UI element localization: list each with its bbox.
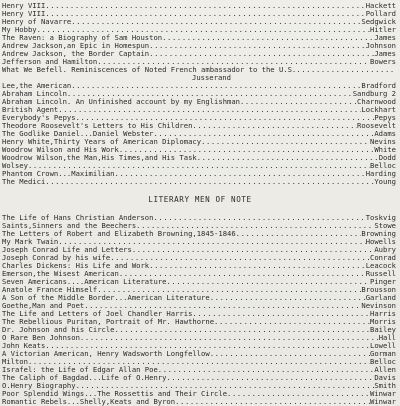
- book-title: Henry VIII: [2, 1, 46, 10]
- book-author: Winwar: [370, 389, 396, 398]
- book-author: Smith: [374, 381, 396, 390]
- book-title: The Rebellious Puritan, Portrait of Mr. Hawthorne: [2, 317, 215, 326]
- book-author: Brousson: [361, 285, 396, 294]
- book-title: Henry of Navarre: [2, 17, 72, 26]
- book-author: Harding: [365, 169, 396, 178]
- book-title: Jefferson and Hamilton: [2, 57, 98, 66]
- book-author: Pinger: [370, 277, 396, 286]
- book-author: Young: [374, 177, 396, 186]
- book-title: Woodrow Wilson and His Work: [2, 145, 119, 154]
- book-title: Romantic Rebels...Shelly,Keats and Byron: [2, 397, 176, 406]
- book-author: Bowers: [370, 57, 396, 66]
- book-author: White: [374, 145, 396, 154]
- book-author: Gorman: [370, 349, 396, 358]
- leader-dots: [175, 397, 370, 406]
- book-author: Sedgwick: [361, 17, 396, 26]
- book-title: Andrew Jackson,an Epic in Homespun: [2, 41, 150, 50]
- book-author: Harris: [370, 309, 396, 318]
- book-author: Davis: [374, 373, 396, 382]
- book-title: Joseph Conrad by his wife: [2, 253, 111, 262]
- book-title: Phantom Crown...Maximilian: [2, 169, 115, 178]
- book-title: British Agent: [2, 105, 59, 114]
- book-author: Howells: [365, 237, 396, 246]
- book-author: Belloc: [370, 357, 396, 366]
- book-title: The Life of Hans Christian Anderson: [2, 213, 154, 222]
- book-title: Abraham Lincoln: [2, 89, 67, 98]
- book-title: O.Henry Biography: [2, 381, 76, 390]
- book-author: Johnson: [365, 41, 396, 50]
- book-author: Bradford: [361, 81, 396, 90]
- book-author: Lockhart: [361, 105, 396, 114]
- book-author: Nevinson: [361, 301, 396, 310]
- book-author: Nevins: [370, 137, 396, 146]
- book-title: My Hobby: [2, 25, 37, 34]
- book-title: The Raven: a Biography of Sam Houston: [2, 33, 163, 42]
- book-author: Bailey: [370, 325, 396, 334]
- book-title: Everybody's Pepys: [2, 113, 76, 122]
- book-title: The Life and Letters of Joel Chandler Harris: [2, 309, 193, 318]
- book-title: The Letters of Robert and Elizabeth Browning,1845-1846: [2, 229, 236, 238]
- book-author: Morris: [370, 317, 396, 326]
- book-title: The Caliph of Bagdad...Life of O.Henry: [2, 373, 167, 382]
- book-author: Dodd: [378, 153, 396, 162]
- book-title: Jusserand: [192, 73, 231, 82]
- book-author: Roosevelt: [357, 121, 396, 130]
- book-author: Garland: [365, 293, 396, 302]
- book-author: Belloc: [370, 161, 396, 170]
- book-title: A Son of the Middle Border...American Literature: [2, 293, 210, 302]
- book-author: Charnwood: [357, 97, 396, 106]
- book-author: Hitler: [370, 25, 396, 34]
- book-title: What We Befell. Reminiscences of Noted French ambassador to the U.S.: [2, 65, 297, 74]
- book-author: Pepys: [374, 113, 396, 122]
- book-title: The Godlike Daniel...Daniel Webster: [2, 129, 154, 138]
- book-title: Woodrow Wilson,the Man,His Times,and His Task: [2, 153, 197, 162]
- book-author: Lowell: [370, 341, 396, 350]
- book-author: Russell: [365, 269, 396, 278]
- book-title: Anatole France Himself: [2, 285, 98, 294]
- book-title: Theodore Roosevelt's Letters to His Children: [2, 121, 193, 130]
- book-author: Toskvig: [365, 213, 396, 222]
- book-title: Saints,Sinners and the Beechers: [2, 221, 137, 230]
- book-title: Lee,the American: [2, 81, 72, 90]
- book-author: Allen: [374, 365, 396, 374]
- book-author: Hall: [378, 333, 396, 342]
- book-title: Poor Splendid Wings...The Rossettis and Their Circle: [2, 389, 228, 398]
- book-author: James: [374, 49, 396, 58]
- book-title: Israfel: the Life of Edgar Allan Poe: [2, 365, 158, 374]
- book-title: Andrew Jackson, the Border Captain: [2, 49, 150, 58]
- book-title: O Rare Ben Johnson: [2, 333, 80, 342]
- book-title: Henry VIII: [2, 9, 46, 18]
- book-author: Winwar: [370, 397, 396, 406]
- book-title: Henry White,Thirty Years of American Diplomacy: [2, 137, 202, 146]
- book-author: Aubry: [374, 245, 396, 254]
- book-entry: [2, 397, 398, 406]
- book-title: Seven Americans....American Literature: [2, 277, 167, 286]
- book-title: Goethe,Man and Poet: [2, 301, 85, 310]
- book-author: Browning: [361, 229, 396, 238]
- book-title: John Keats: [2, 341, 46, 350]
- book-entry: [2, 177, 398, 186]
- book-author: Pollard: [365, 9, 396, 18]
- book-title: Emerson,the Wisest American: [2, 269, 119, 278]
- book-author: Sandburg 2: [352, 89, 396, 98]
- book-title: My Mark Twain: [2, 237, 59, 246]
- book-author: Leacock: [365, 261, 396, 270]
- book-title: Milton: [2, 357, 28, 366]
- book-title: A Victorian American, Henry Wadsworth Longfellow: [2, 349, 210, 358]
- book-author: Stowe: [374, 221, 396, 230]
- book-title: The Medici: [2, 177, 46, 186]
- book-title: Charles Dickens: His Life and Work: [2, 261, 150, 270]
- book-author: Hackett: [365, 1, 396, 10]
- leader-dots: [45, 177, 374, 186]
- book-title: Dr. Johnson and his Circle: [2, 325, 115, 334]
- book-title: Wolsey: [2, 161, 28, 170]
- book-title: Joseph Conrad Life and Letters: [2, 245, 132, 254]
- book-author: Adams: [374, 129, 396, 138]
- book-title: Abraham Lincoln. An Unfinished account by my Englishman: [2, 97, 240, 106]
- book-author: Conrad: [370, 253, 396, 262]
- section-heading-literary-men: LITERARY MEN OF NOTE: [148, 195, 252, 204]
- book-author: James: [374, 33, 396, 42]
